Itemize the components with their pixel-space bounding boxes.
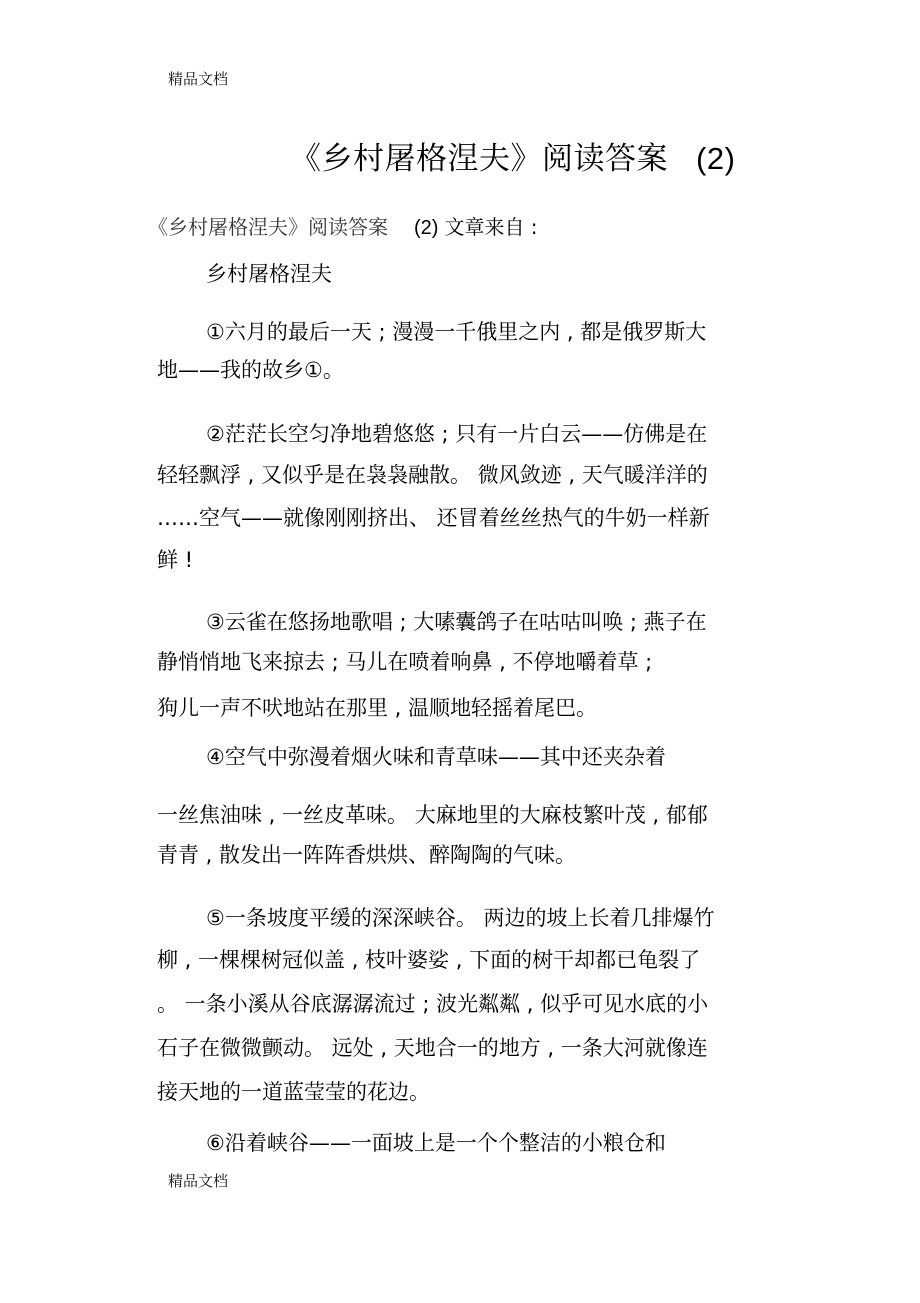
paragraph-line: 轻轻飘浮 , 又似乎是在袅袅融散。 微风敛迹 , 天气暖洋洋的 xyxy=(157,463,708,487)
title-text: 《乡村屠格涅夫》阅读答案 xyxy=(290,141,668,177)
paragraph-line: 。 一条小溪从谷底潺潺流过 ; 波光粼粼 , 似乎可见水底的小 xyxy=(157,992,709,1016)
paragraph-line: ④空气中弥漫着烟火味和青草味——其中还夹杂着 xyxy=(206,745,666,769)
source-suffix: 文章来自 : xyxy=(444,215,538,239)
page-header-label: 精品文档 xyxy=(168,70,229,88)
paragraph-line: 狗儿一声不吠地站在那里 , 温顺地轻摇着尾巴。 xyxy=(157,696,598,720)
paragraph-line: 一丝焦油味 , 一丝皮革味。 大麻地里的大麻枝繁叶茂 , 郁郁 xyxy=(157,803,708,827)
article-subtitle: 乡村屠格涅夫 xyxy=(206,262,332,286)
paragraph-line: 青青 , 散发出一阵阵香烘烘、醉陶陶的气味。 xyxy=(157,843,577,867)
title-number: (2) xyxy=(696,141,736,176)
page-footer-label: 精品文档 xyxy=(168,1172,229,1190)
paragraph-line: 柳 , 一棵棵树冠似盖 , 枝叶婆娑 , 下面的树干却都已龟裂了 xyxy=(157,948,701,972)
paragraph-line: ①六月的最后一天 ; 漫漫一千俄里之内 , 都是俄罗斯大 xyxy=(206,320,707,344)
paragraph-line: 静悄悄地飞来掠去 ; 马儿在喷着响鼻 , 不停地嚼着草 ; xyxy=(157,650,653,674)
source-title: 《乡村屠格涅夫》阅读答案 xyxy=(148,215,388,239)
paragraph-line: ②茫茫长空匀净地碧悠悠 ; 只有一片白云——仿佛是在 xyxy=(206,422,708,446)
paragraph-line: ……空气——就像刚刚挤出、 还冒着丝丝热气的牛奶一样新 xyxy=(157,506,710,530)
paragraph-line: 接天地的一道蓝莹莹的花边。 xyxy=(157,1080,430,1104)
paragraph-line: ⑥沿着峡谷——一面坡上是一个个整洁的小粮仓和 xyxy=(206,1131,666,1155)
document-title xyxy=(290,133,735,178)
paragraph-line: ⑤一条坡度平缓的深深峡谷。 两边的坡上长着几排爆竹 xyxy=(206,906,715,930)
paragraph-line: 鲜 ! xyxy=(157,548,194,572)
source-line xyxy=(148,211,538,240)
paragraph-line: 地——我的故乡①。 xyxy=(157,358,344,382)
paragraph-line: ③云雀在悠扬地歌唱 ; 大嗉囊鸽子在咕咕叫唤 ; 燕子在 xyxy=(206,610,707,634)
paragraph-line: 石子在微微颤动。 远处 , 天地合一的地方 , 一条大河就像连 xyxy=(157,1036,708,1060)
source-number: (2) xyxy=(414,217,439,239)
